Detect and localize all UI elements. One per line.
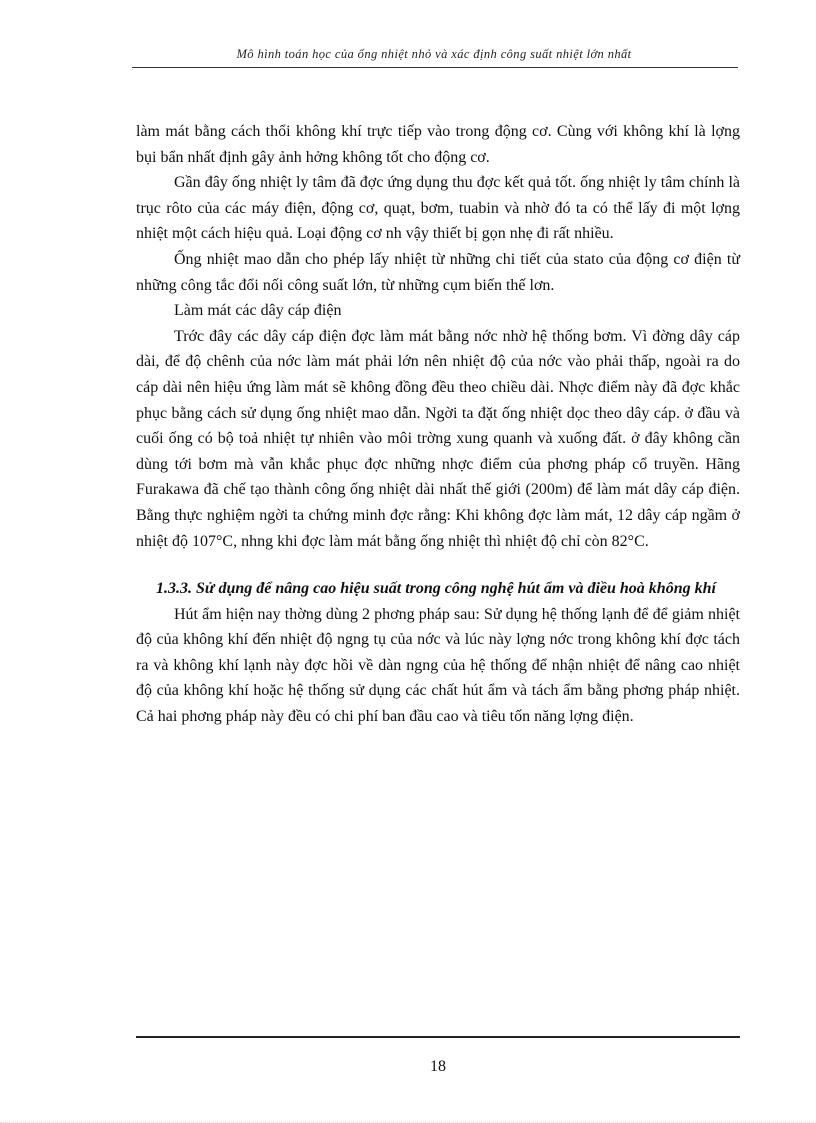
paragraph-dehumidification: Hút ẩm hiện nay thờng dùng 2 phơng pháp sau: Sử dụng hệ thống lạnh để để giảm nhiệt độ của không khí đến nhiệt độ ngng tụ của nớc và lúc này lợng nớc trong không khí đợc tách ra và không khí lạnh này đợc hồi về dàn ngng của hệ thống để nhận nhiệt để nâng cao nhiệt độ của không khí hoặc hệ thống sử dụng các chất hút ẩm và tách ẩm bằng phơng pháp nhiệt. Cả hai phơng pháp này đều có chi phí ban đầu cao và tiêu tốn năng lợng điện. <box>136 605 740 726</box>
section-heading-1-3-3: 1.3.3. Sử dụng để nâng cao hiệu suất trong công nghệ hút ẩm và điều hoà không khí <box>156 580 716 598</box>
footer-divider <box>136 1036 740 1038</box>
page-body <box>136 119 740 730</box>
paragraph-cable-cooling: Trớc đây các dây cáp điện đợc làm mát bằng nớc nhờ hệ thống bơm. Vì đờng dây cáp dài, để độ chênh của nớc làm mát phải lớn nên nhiệt độ của nớc vào phải thấp, ngoài ra do cáp dài nên hiệu ứng làm mát sẽ không đồng đều theo chiều dài. Nhợc điểm này đã đợc khắc phục bằng cách sử dụng ống nhiệt mao dẫn. Ngời ta đặt ống nhiệt dọc theo dây cáp. ở đầu và cuối ống có bộ toả nhiệt tự nhiên vào môi trờng xung quanh và xuống đất. ở đây không cần dùng tới bơm mà vẫn khắc phục đợc những nhợc điểm của phơng pháp cổ truyền. Hãng Furakawa đã chế tạo thành công ống nhiệt dài nhất thế giới (200m) để làm mát dây cáp điện. Bằng thực nghiệm ngời ta chứng minh đợc rằng: Khi không đợc làm mát, 12 dây cáp ngầm ở nhiệt độ 107°C, nhng khi đợc làm mát bằng ống nhiệt thì nhiệt độ chỉ còn 82°C. <box>136 327 740 550</box>
header-divider <box>132 67 738 68</box>
paragraph-cable-cooling-title: Làm mát các dây cáp điện <box>174 302 342 320</box>
paragraph-continuation: làm mát bằng cách thổi không khí trực tiếp vào trong động cơ. Cùng với không khí là lợng bụi bẩn nhất định gây ảnh hởng không tốt cho động cơ. <box>136 123 740 166</box>
paragraph-capillary-heat-pipe: Ống nhiệt mao dẫn cho phép lấy nhiệt từ những chi tiết của stato của động cơ điện từ những công tắc đổi nối công suất lớn, từ những cụm biến thế lơn. <box>136 250 740 294</box>
page-number: 18 <box>430 1058 446 1075</box>
paragraph-centrifugal-heat-pipe: Gần đây ống nhiệt ly tâm đã đợc ứng dụng thu đợc kết quả tốt. ống nhiệt ly tâm chính là trục rôto của các máy điện, động cơ, quạt, bơm, tuabin và nhờ đó ta có thể lấy đi một lợng nhiệt một cách hiệu quả. Loại động cơ nh vậy thiết bị gọn nhẹ đi rất nhiều. <box>136 174 740 243</box>
running-header: Mô hình toán học của ống nhiệt nhỏ và xác định công suất nhiệt lớn nhất <box>236 47 632 61</box>
